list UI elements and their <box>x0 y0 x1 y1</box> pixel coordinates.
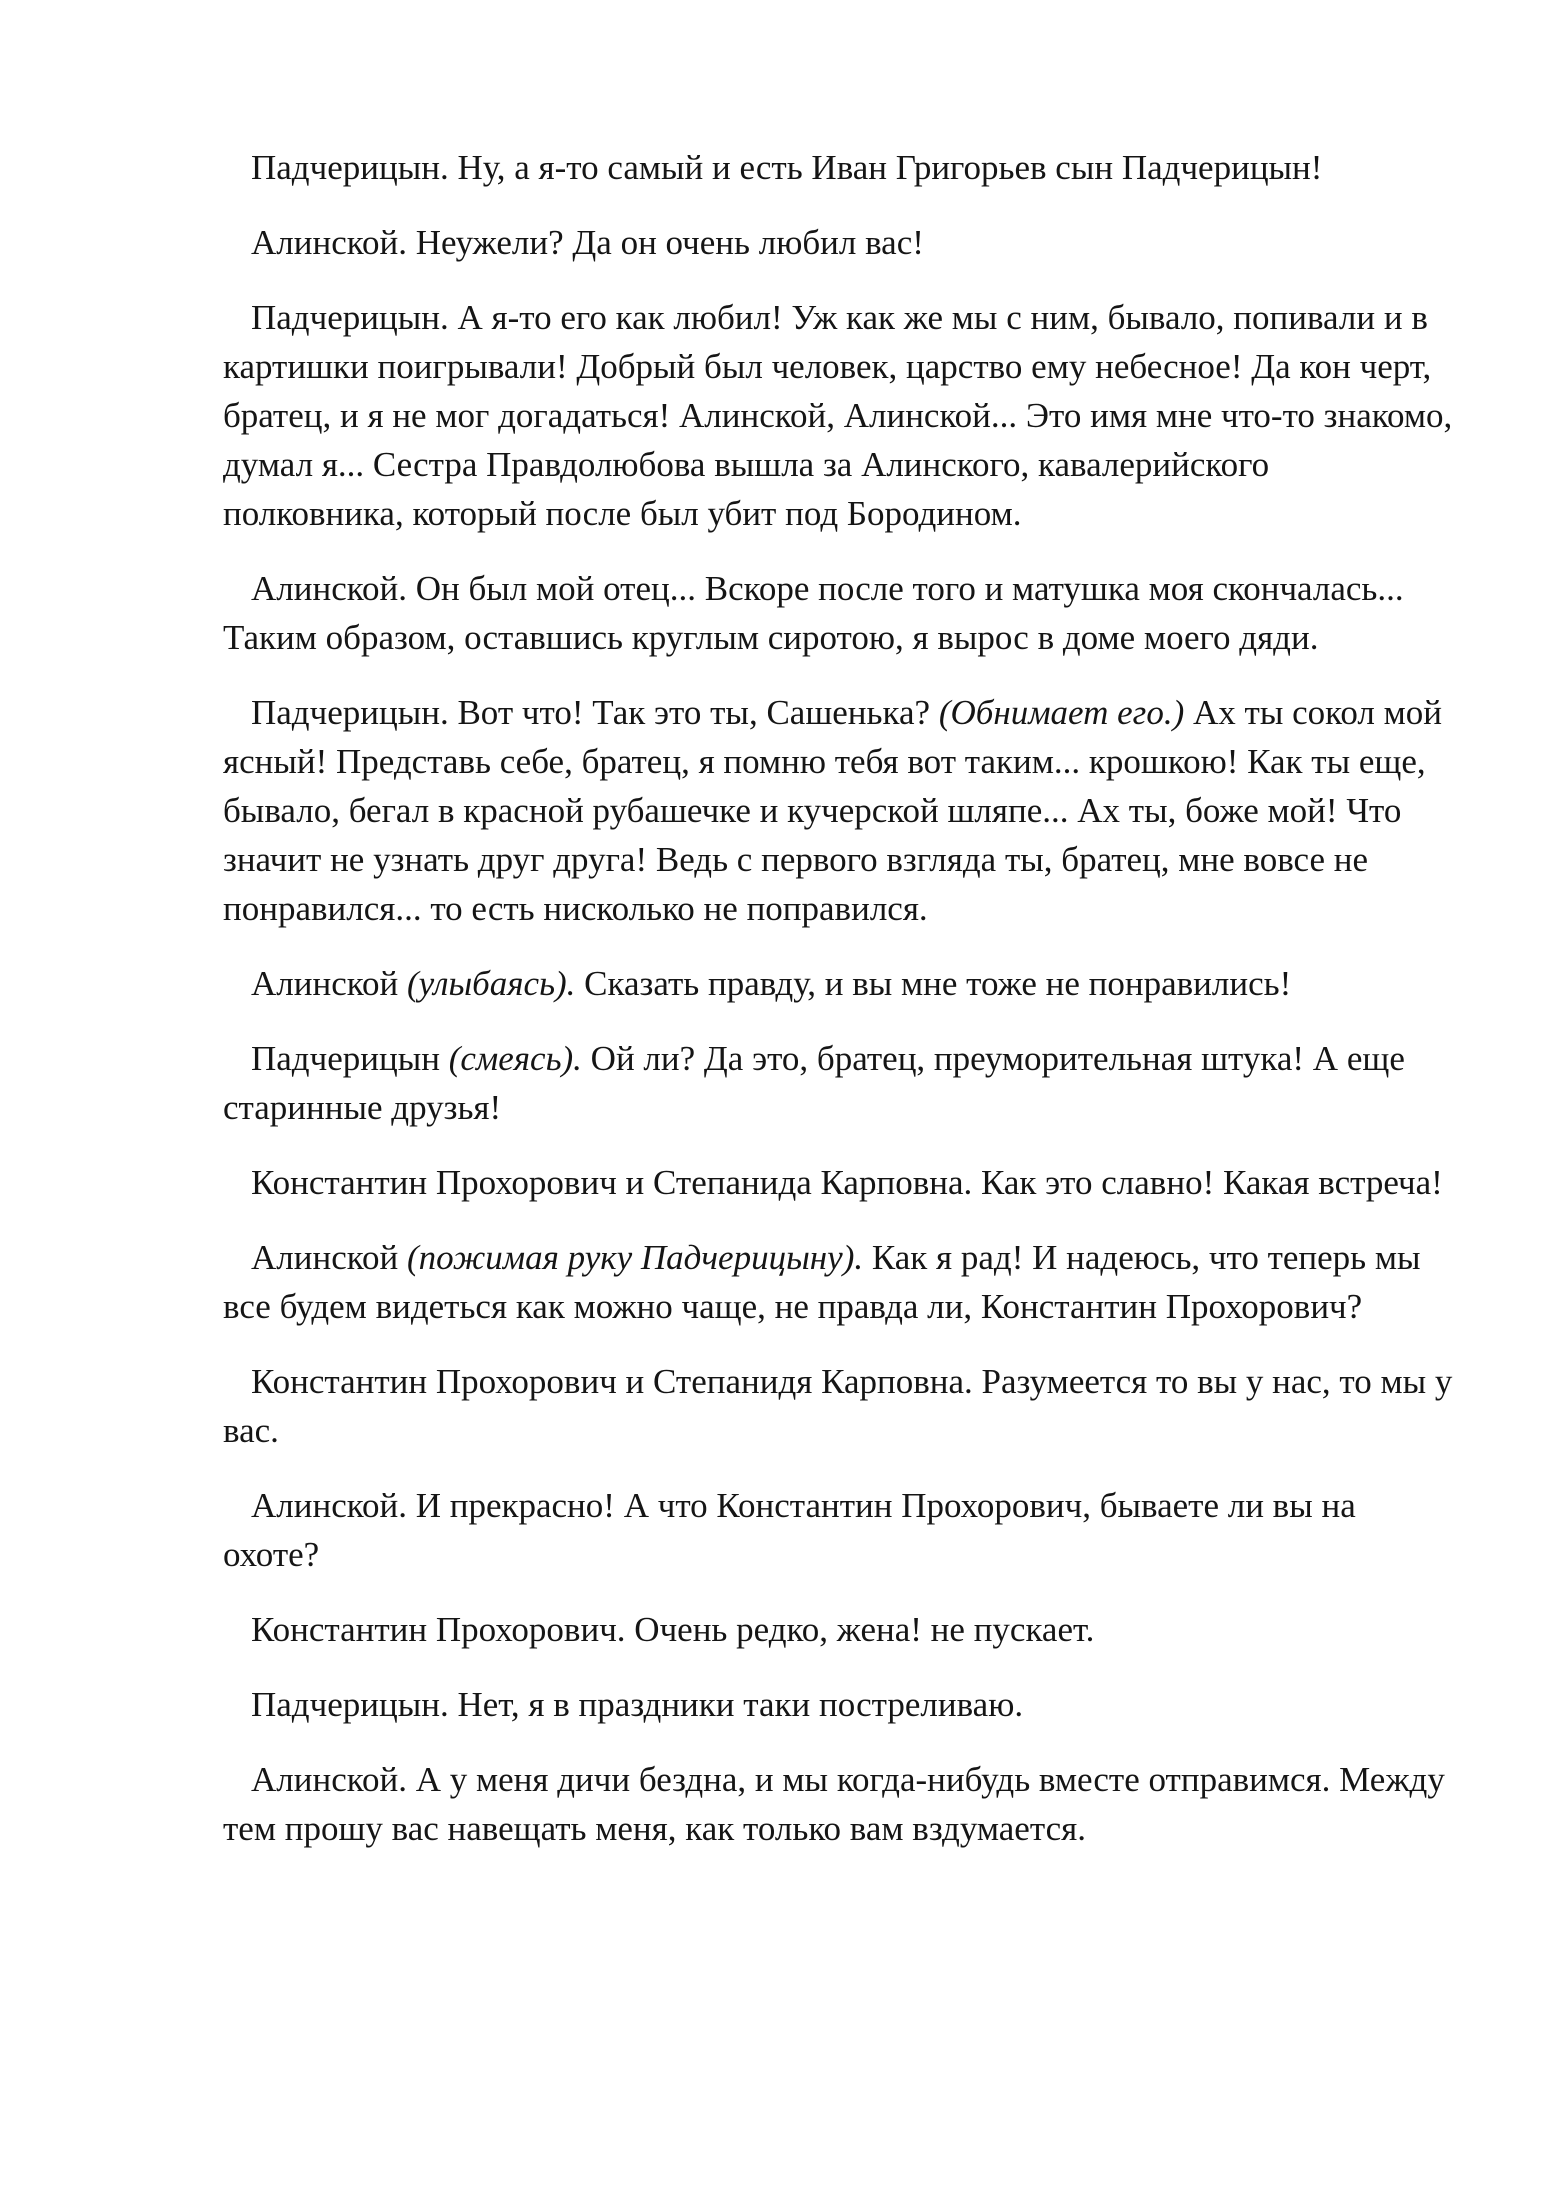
stage-direction: (смеясь). <box>448 1039 582 1078</box>
paragraph <box>223 1605 1453 1654</box>
paragraph <box>223 1481 1453 1579</box>
paragraph-text: Падчерицын. Вот что! Так это ты, Сашенька? <box>251 693 939 732</box>
paragraph-text: Ах ты сокол мой ясный! Представь себе, братец, я помню тебя вот таким... крошкою! Как ты еще, бывало, бегал в красной рубашечке и кучерской шляпе... Ах ты, боже мой! Что значит не узнать друг друга! Ведь с первого взгляда ты, братец, мне вовсе не понравился... то есть нисколько не поправился. <box>223 693 1442 928</box>
paragraph <box>223 688 1453 933</box>
stage-direction: (пожимая руку Падчерицыну). <box>406 1238 864 1277</box>
paragraph-text: Падчерицын. Нет, я в праздники таки постреливаю. <box>251 1685 1024 1724</box>
paragraph-text: Падчерицын. Ну, а я-то самый и есть Иван Григорьев сын Падчерицын! <box>251 148 1323 187</box>
paragraph-text: Алинской. Он был мой отец... Вскоре после того и матушка моя скончалась... Таким образом, оставшись круглым сиротою, я вырос в доме моего дяди. <box>223 569 1404 657</box>
paragraph <box>223 1755 1453 1853</box>
paragraph-text: Алинской <box>251 964 407 1003</box>
paragraph-text: Константин Прохорович и Степанида Карповна. Как это славно! Какая встреча! <box>251 1163 1443 1202</box>
paragraph-text: Падчерицын. А я-то его как любил! Уж как же мы с ним, бывало, попивали и в картишки поигрывали! Добрый был человек, царство ему небесное! Да кон черт, братец, и я не мог догадаться! Алинской, Алинской... Это имя мне что-то знакомо, думал я... Сестра Правдолюбова вышла за Алинского, кавалерийского полковника, который после был убит под Бородином. <box>223 298 1453 533</box>
stage-direction: (улыбаясь). <box>406 964 576 1003</box>
paragraph <box>223 1034 1453 1132</box>
paragraph <box>223 1158 1453 1207</box>
paragraph <box>223 1357 1453 1455</box>
stage-direction: (Обнимает его.) <box>938 693 1185 732</box>
paragraph-text: Алинской. И прекрасно! А что Константин Прохорович, бываете ли вы на охоте? <box>223 1486 1356 1574</box>
paragraph-text: Константин Прохорович и Степанидя Карповна. Разумеется то вы у нас, то мы у вас. <box>223 1362 1453 1450</box>
paragraph <box>223 293 1453 538</box>
paragraph-text: Константин Прохорович. Очень редко, жена! не пускает. <box>251 1610 1095 1649</box>
paragraph-text: Сказать правду, и вы мне тоже не понравились! <box>575 964 1292 1003</box>
paragraph-text: Алинской <box>251 1238 407 1277</box>
paragraph-text: Алинской. Неужели? Да он очень любил вас! <box>251 223 924 262</box>
paragraph <box>223 959 1453 1008</box>
paragraph-text: Падчерицын <box>251 1039 449 1078</box>
paragraph-text: Ой ли? Да это, братец, преуморительная штука! А еще старинные друзья! <box>223 1039 1405 1127</box>
play-text <box>223 143 1453 1879</box>
paragraph <box>223 218 1453 267</box>
paragraph <box>223 143 1453 192</box>
paragraph <box>223 1233 1453 1331</box>
paragraph <box>223 564 1453 662</box>
paragraph-text: Алинской. А у меня дичи бездна, и мы когда-нибудь вместе отправимся. Между тем прошу вас навещать меня, как только вам вздумается. <box>223 1760 1445 1848</box>
paragraph-text: Как я рад! И надеюсь, что теперь мы все будем видеться как можно чаще, не правда ли, Константин Прохорович? <box>223 1238 1421 1326</box>
paragraph <box>223 1680 1453 1729</box>
